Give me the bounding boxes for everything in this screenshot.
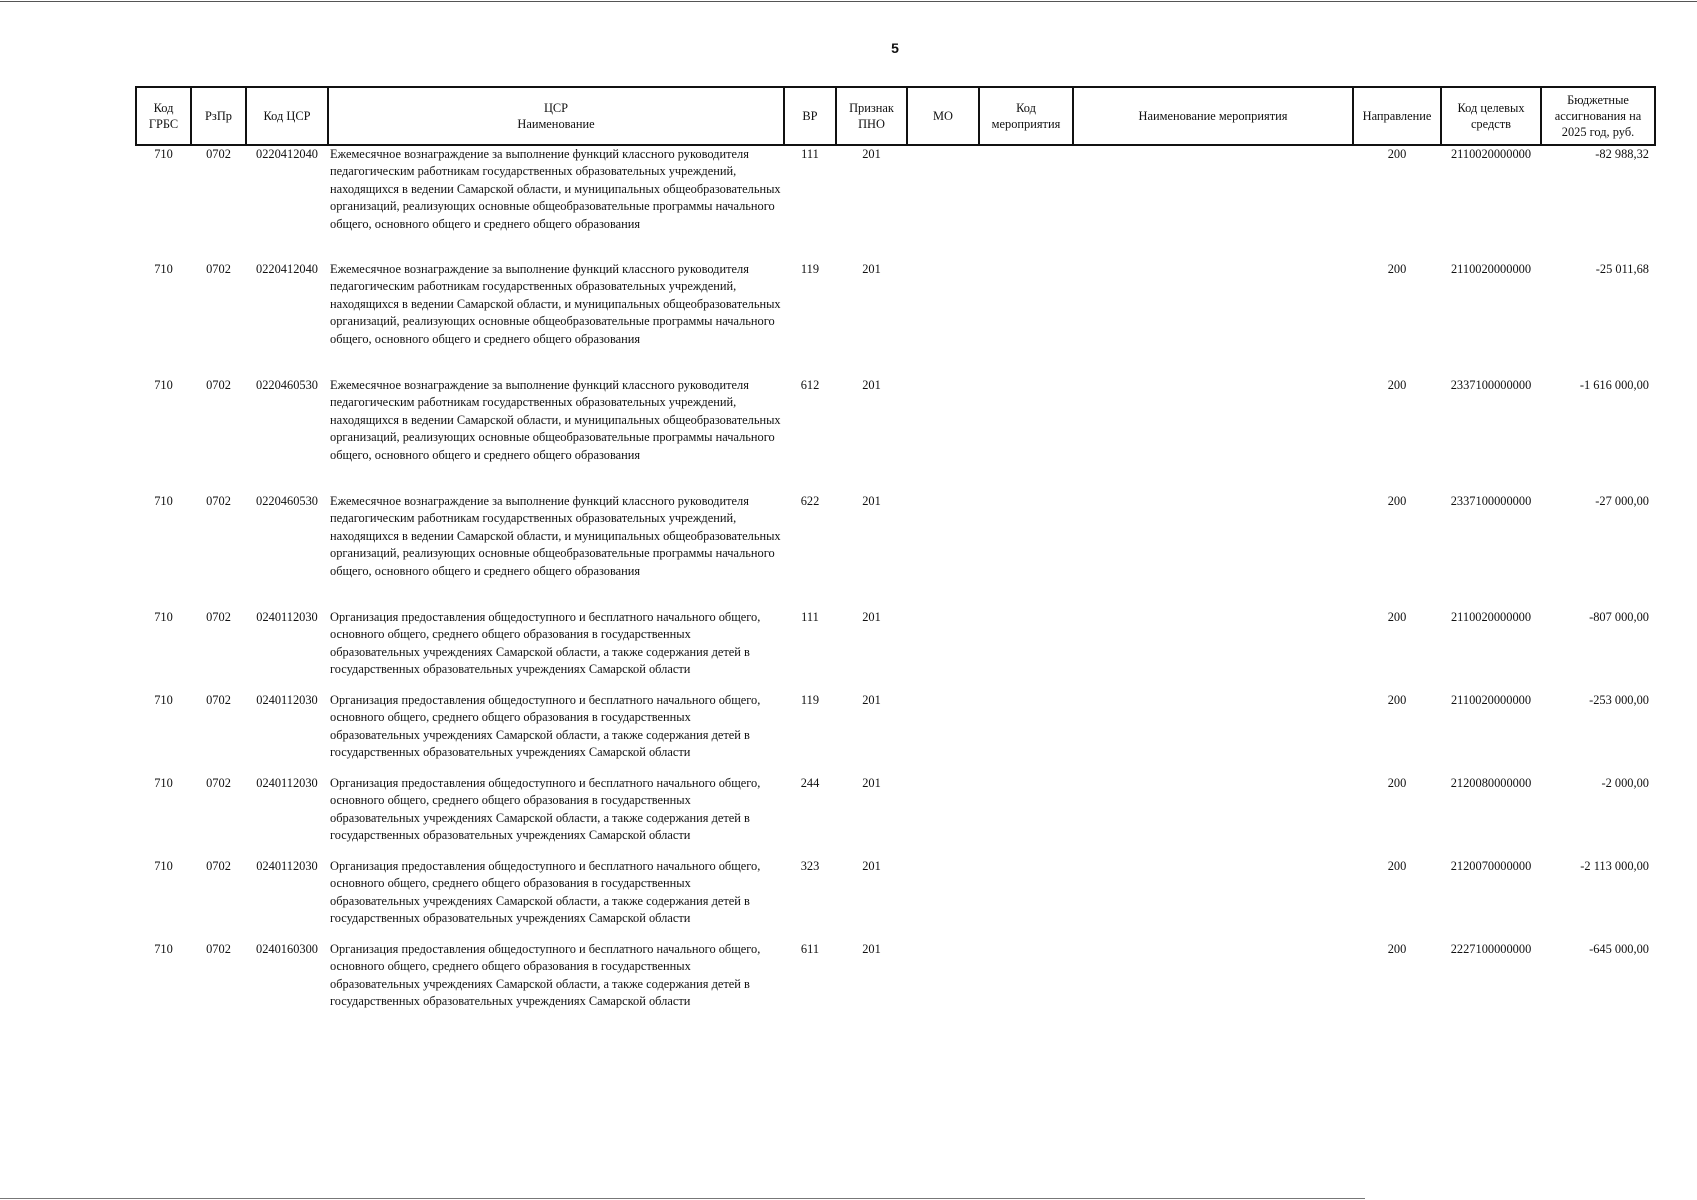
table-row: [136, 858, 1655, 941]
cell-event-name: [1073, 775, 1353, 858]
cell-direction: 200: [1387, 942, 1407, 956]
cell-target: 2110020000000: [1450, 262, 1532, 276]
table-row: [136, 692, 1655, 775]
cell-vr: 612: [800, 378, 820, 392]
cell-amount: -253 000,00: [1589, 693, 1649, 707]
cell-mo: [907, 377, 979, 493]
cell-pno: 201: [862, 262, 881, 276]
cell-csr: 0220412040: [256, 147, 318, 161]
table-row: [136, 493, 1655, 609]
cell-target: 2337100000000: [1450, 378, 1532, 392]
header-vr: ВР: [784, 87, 836, 145]
header-mo: МО: [907, 87, 979, 145]
cell-direction: 200: [1387, 262, 1407, 276]
cell-direction: 200: [1387, 494, 1407, 508]
cell-vr: 119: [800, 262, 820, 276]
cell-name: Организация предоставления общедоступного и бесплатного начального общего, основного общего, среднего общего образования в государственных образовательных учреждениях Самарской области, а также содержания детей в государственных образовательных учреждениях Самарской области: [330, 859, 761, 926]
cell-vr: 622: [800, 494, 820, 508]
table-row: [136, 145, 1655, 261]
top-rule: [0, 1, 1697, 2]
table-row: [136, 775, 1655, 858]
cell-grbs: 710: [154, 378, 173, 392]
cell-vr: 111: [801, 147, 819, 161]
cell-grbs: 710: [154, 942, 173, 956]
budget-table: [135, 86, 1656, 1024]
page-number: 5: [891, 40, 899, 56]
header-pno: Признак ПНО: [836, 87, 907, 145]
cell-name: Ежемесячное вознаграждение за выполнение функций классного руководителя педагогическим работникам государственных образовательных учреждений, находящихся в ведении Самарской области, и муниципальных общеобразовательных организаций, реализующих основные общеобразовательные программы начального общего, основного общего и среднего общего образования: [330, 494, 781, 578]
header-amount: Бюджетные ассигнования на 2025 год, руб.: [1541, 87, 1655, 145]
cell-mo: [907, 692, 979, 775]
cell-target: 2120080000000: [1450, 776, 1532, 790]
table-body: [136, 145, 1655, 1024]
cell-vr: 244: [800, 776, 820, 790]
cell-rzpr: 0702: [206, 262, 231, 276]
cell-amount: -1 616 000,00: [1579, 378, 1649, 392]
cell-csr: 0220460530: [256, 494, 318, 508]
cell-pno: 201: [862, 494, 881, 508]
cell-rzpr: 0702: [206, 378, 231, 392]
cell-target: 2227100000000: [1450, 942, 1532, 956]
cell-csr: 0240112030: [256, 693, 318, 707]
header-csr-line2: Наименование: [517, 117, 595, 131]
cell-amount: -645 000,00: [1589, 942, 1649, 956]
cell-pno: 201: [862, 147, 881, 161]
header-grbs: Код ГРБС: [136, 87, 191, 145]
cell-csr: 0240112030: [256, 610, 318, 624]
cell-name: Организация предоставления общедоступного и бесплатного начального общего, основного общего, среднего общего образования в государственных образовательных учреждениях Самарской области, а также содержания детей в государственных образовательных учреждениях Самарской области: [330, 693, 761, 760]
cell-pno: 201: [862, 942, 881, 956]
cell-amount: -2 000,00: [1601, 776, 1649, 790]
cell-direction: 200: [1387, 378, 1407, 392]
cell-direction: 200: [1387, 693, 1407, 707]
table-row: [136, 609, 1655, 692]
cell-event-code: [979, 775, 1073, 858]
header-csr-name: [328, 87, 784, 145]
cell-event-code: [979, 609, 1073, 692]
cell-mo: [907, 493, 979, 609]
cell-rzpr: 0702: [206, 776, 231, 790]
cell-grbs: 710: [154, 147, 173, 161]
cell-direction: 200: [1387, 859, 1407, 873]
cell-target: 2110020000000: [1450, 693, 1532, 707]
cell-mo: [907, 609, 979, 692]
cell-event-code: [979, 858, 1073, 941]
header-row: [136, 87, 1655, 145]
cell-amount: -807 000,00: [1589, 610, 1649, 624]
cell-event-name: [1073, 692, 1353, 775]
cell-rzpr: 0702: [206, 610, 231, 624]
cell-direction: 200: [1387, 610, 1407, 624]
cell-event-name: [1073, 609, 1353, 692]
cell-direction: 200: [1387, 776, 1407, 790]
cell-grbs: 710: [154, 693, 173, 707]
cell-rzpr: 0702: [206, 859, 231, 873]
cell-direction: 200: [1387, 147, 1407, 161]
table-row: [136, 261, 1655, 377]
cell-csr: 0240160300: [256, 942, 318, 956]
cell-name: Организация предоставления общедоступного и бесплатного начального общего, основного общего, среднего общего образования в государственных образовательных учреждениях Самарской области, а также содержания детей в государственных образовательных учреждениях Самарской области: [330, 942, 761, 1009]
cell-vr: 323: [800, 859, 820, 873]
cell-amount: -25 011,68: [1595, 262, 1649, 276]
cell-name: Ежемесячное вознаграждение за выполнение функций классного руководителя педагогическим работникам государственных образовательных учреждений, находящихся в ведении Самарской области, и муниципальных общеобразовательных организаций, реализующих основные общеобразовательные программы начального общего, основного общего и среднего общего образования: [330, 262, 781, 346]
cell-event-name: [1073, 858, 1353, 941]
cell-event-name: [1073, 493, 1353, 609]
cell-name: Организация предоставления общедоступного и бесплатного начального общего, основного общего, среднего общего образования в государственных образовательных учреждениях Самарской области, а также содержания детей в государственных образовательных учреждениях Самарской области: [330, 610, 761, 677]
cell-grbs: 710: [154, 776, 173, 790]
cell-event-name: [1073, 261, 1353, 377]
cell-pno: 201: [862, 859, 881, 873]
cell-event-code: [979, 145, 1073, 261]
cell-rzpr: 0702: [206, 693, 231, 707]
header-event-code: Код мероприятия: [979, 87, 1073, 145]
cell-grbs: 710: [154, 610, 173, 624]
cell-target: 2337100000000: [1450, 494, 1532, 508]
cell-mo: [907, 775, 979, 858]
cell-pno: 201: [862, 378, 881, 392]
cell-grbs: 710: [154, 494, 173, 508]
cell-mo: [907, 145, 979, 261]
cell-rzpr: 0702: [206, 147, 231, 161]
cell-mo: [907, 858, 979, 941]
cell-event-name: [1073, 145, 1353, 261]
cell-event-name: [1073, 377, 1353, 493]
table-row: [136, 941, 1655, 1024]
cell-grbs: 710: [154, 262, 173, 276]
cell-event-name: [1073, 941, 1353, 1024]
cell-event-code: [979, 493, 1073, 609]
cell-vr: 119: [800, 693, 820, 707]
cell-target: 2110020000000: [1450, 147, 1532, 161]
cell-csr: 0220460530: [256, 378, 318, 392]
header-direction: Направление: [1353, 87, 1441, 145]
cell-amount: -2 113 000,00: [1580, 859, 1649, 873]
cell-pno: 201: [862, 776, 881, 790]
header-csr-line1: ЦСР: [543, 101, 569, 115]
cell-vr: 111: [801, 610, 819, 624]
table-row: [136, 377, 1655, 493]
header-rzpr: РзПр: [191, 87, 246, 145]
cell-name: Организация предоставления общедоступного и бесплатного начального общего, основного общего, среднего общего образования в государственных образовательных учреждениях Самарской области, а также содержания детей в государственных образовательных учреждениях Самарской области: [330, 776, 761, 843]
header-csr-code: Код ЦСР: [246, 87, 328, 145]
cell-name: Ежемесячное вознаграждение за выполнение функций классного руководителя педагогическим работникам государственных образовательных учреждений, находящихся в ведении Самарской области, и муниципальных общеобразовательных организаций, реализующих основные общеобразовательные программы начального общего, основного общего и среднего общего образования: [330, 147, 781, 231]
cell-event-code: [979, 377, 1073, 493]
cell-mo: [907, 261, 979, 377]
cell-pno: 201: [862, 693, 881, 707]
cell-target: 2120070000000: [1450, 859, 1532, 873]
cell-target: 2110020000000: [1450, 610, 1532, 624]
cell-csr: 0220412040: [256, 262, 318, 276]
cell-name: Ежемесячное вознаграждение за выполнение функций классного руководителя педагогическим работникам государственных образовательных учреждений, находящихся в ведении Самарской области, и муниципальных общеобразовательных организаций, реализующих основные общеобразовательные программы начального общего, основного общего и среднего общего образования: [330, 378, 781, 462]
cell-csr: 0240112030: [256, 776, 318, 790]
cell-event-code: [979, 941, 1073, 1024]
cell-csr: 0240112030: [256, 859, 318, 873]
cell-event-code: [979, 692, 1073, 775]
header-target-code: Код целевых средств: [1441, 87, 1541, 145]
cell-vr: 611: [800, 942, 820, 956]
cell-mo: [907, 941, 979, 1024]
bottom-rule: [0, 1198, 1365, 1199]
cell-event-code: [979, 261, 1073, 377]
cell-rzpr: 0702: [206, 942, 231, 956]
cell-rzpr: 0702: [206, 494, 231, 508]
cell-pno: 201: [862, 610, 881, 624]
cell-amount: -27 000,00: [1595, 494, 1649, 508]
cell-grbs: 710: [154, 859, 173, 873]
cell-amount: -82 988,32: [1595, 147, 1649, 161]
header-event-name: Наименование мероприятия: [1073, 87, 1353, 145]
